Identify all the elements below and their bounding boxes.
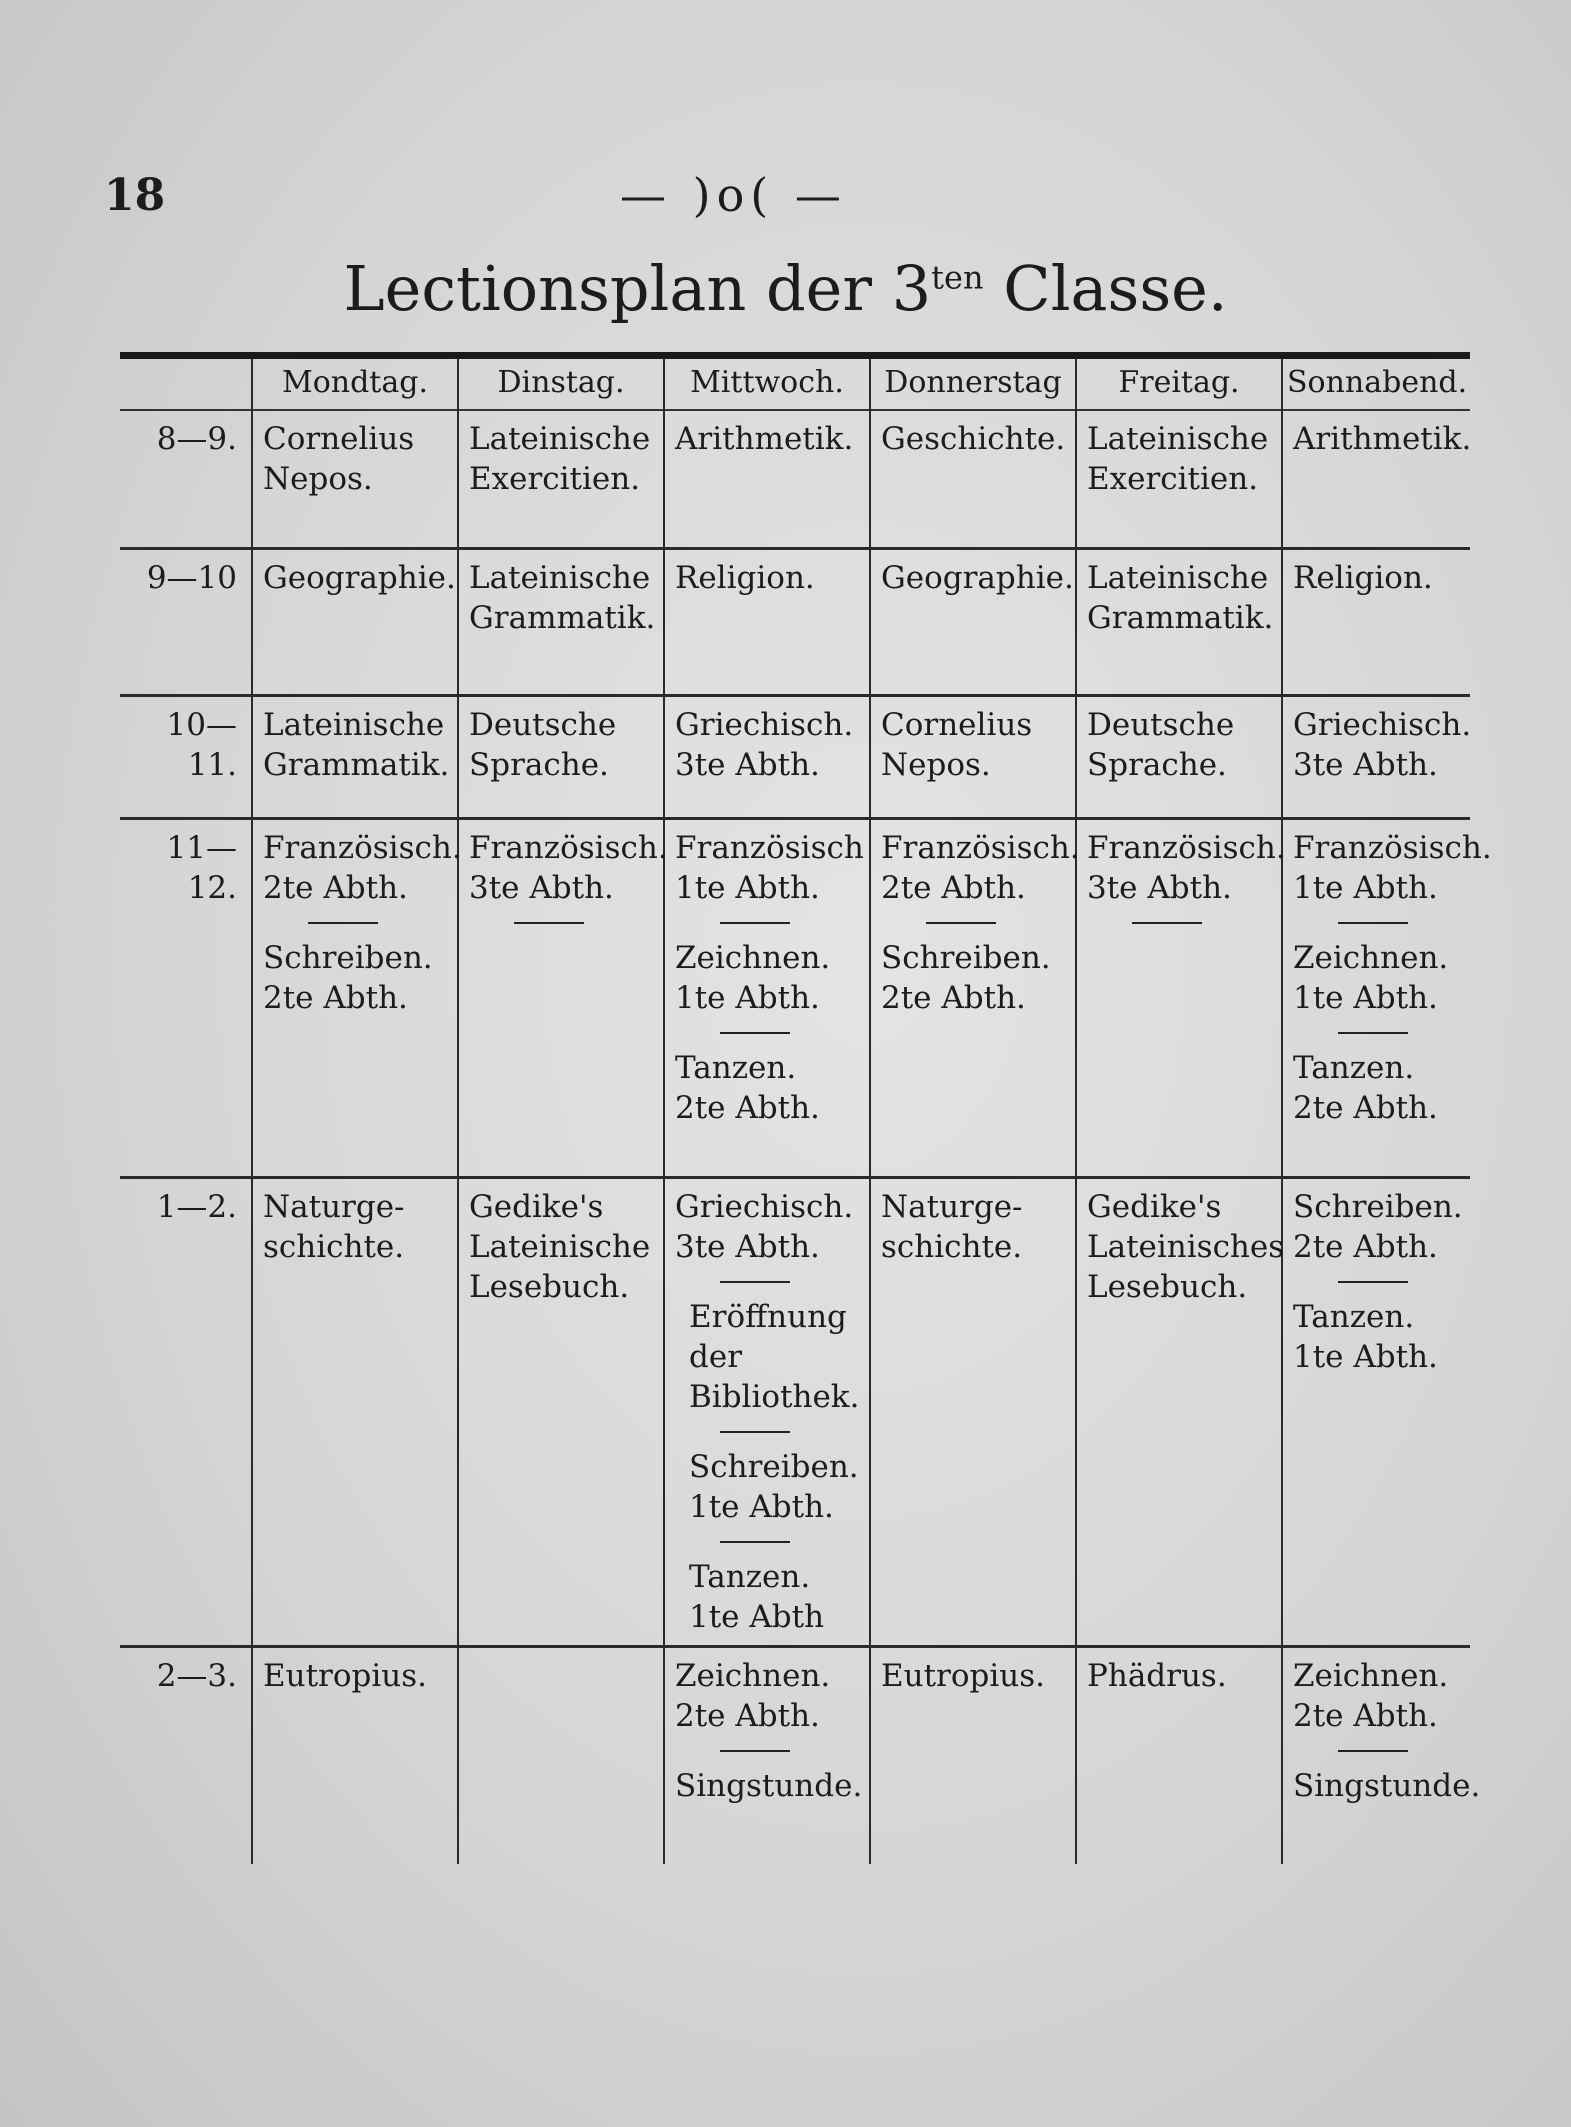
lesson-cell-friday	[1076, 549, 1282, 696]
lesson-cell-wednesday	[664, 410, 870, 549]
day-header-wednesday: Mittwoch.	[664, 356, 870, 411]
lesson-entry: Tanzen. 1te Abth	[689, 1559, 825, 1635]
table-row	[120, 1178, 1470, 1647]
lesson-entry: Lateinische Exercitien.	[469, 421, 651, 497]
lesson-entry: Zeichnen. 2te Abth.	[675, 1658, 831, 1734]
header-row	[120, 356, 1470, 411]
lesson-entry: Deutsche Sprache.	[469, 707, 617, 783]
lesson-cell-monday	[252, 1647, 458, 1865]
lesson-cell-wednesday	[664, 819, 870, 1178]
entry-separator	[720, 1750, 790, 1752]
lesson-entry: Schreiben. 1te Abth.	[689, 1449, 859, 1525]
entry-separator	[514, 922, 584, 924]
lesson-entry: Eutropius.	[263, 1658, 428, 1694]
entry-separator	[1338, 1032, 1408, 1034]
entry-separator	[720, 1281, 790, 1283]
lesson-entry: Griechisch. 3te Abth.	[1293, 707, 1472, 783]
lesson-cell-friday	[1076, 819, 1286, 1178]
lesson-entry: Geographie.	[263, 560, 456, 596]
lesson-entry: Zeichnen. 1te Abth.	[1293, 940, 1449, 1016]
day-header-saturday: Sonnabend.	[1282, 356, 1470, 411]
lesson-cell-wednesday	[664, 1647, 870, 1865]
lesson-entry: Tanzen. 2te Abth.	[675, 1050, 820, 1126]
time-slot: 8—9.	[156, 421, 237, 457]
lesson-entry: Französisch. 3te Abth.	[469, 830, 668, 906]
lesson-cell-tuesday	[458, 1647, 664, 1865]
entry-separator	[308, 922, 378, 924]
lesson-cell-thursday	[870, 410, 1076, 549]
lesson-cell-tuesday	[458, 819, 668, 1178]
lesson-entry: Lateinische Grammatik.	[1087, 560, 1274, 636]
lesson-entry: Griechisch. 3te Abth.	[675, 1189, 854, 1265]
lesson-cell-saturday	[1282, 549, 1470, 696]
lesson-cell-monday	[252, 696, 458, 819]
lesson-entry: Phädrus.	[1087, 1658, 1227, 1694]
entry-separator	[720, 1032, 790, 1034]
lesson-entry: Tanzen. 2te Abth.	[1293, 1050, 1438, 1126]
lesson-entry: Singstunde.	[675, 1768, 863, 1804]
lesson-entry: Lateinische Grammatik.	[263, 707, 450, 783]
lesson-entry: Religion.	[1293, 560, 1433, 596]
entry-separator	[926, 922, 996, 924]
lesson-cell-saturday	[1282, 1647, 1481, 1865]
lesson-cell-tuesday	[458, 696, 664, 819]
time-slot: 11—12.	[166, 830, 237, 906]
lesson-entry: Französisch 1te Abth.	[675, 830, 864, 906]
lesson-cell-friday	[1076, 1178, 1285, 1647]
lesson-entry: Französisch. 1te Abth.	[1293, 830, 1492, 906]
lesson-entry: Singstunde.	[1293, 1768, 1481, 1804]
lesson-entry: Religion.	[675, 560, 815, 596]
lesson-entry: Tanzen. 1te Abth.	[1293, 1299, 1438, 1375]
lesson-entry: Cornelius Nepos.	[881, 707, 1033, 783]
lesson-entry: Schreiben. 2te Abth.	[1293, 1189, 1463, 1265]
lesson-cell-tuesday	[458, 549, 664, 696]
entry-separator	[1338, 1750, 1408, 1752]
entry-separator	[1338, 1281, 1408, 1283]
lesson-entry: Gedike's Lateinisches Lesebuch.	[1087, 1189, 1285, 1305]
title-sup: ten	[931, 258, 984, 297]
title-tail: Classe.	[983, 252, 1228, 325]
lesson-entry: Französisch. 2te Abth.	[881, 830, 1080, 906]
page-ornament: — )o( —	[620, 168, 847, 222]
lesson-entry: Eutropius.	[881, 1658, 1046, 1694]
lesson-entry: Geographie.	[881, 560, 1074, 596]
lesson-cell-wednesday	[664, 1178, 870, 1647]
lesson-entry: Naturge- schichte.	[881, 1189, 1023, 1265]
lesson-entry: Französisch. 2te Abth.	[263, 830, 462, 906]
lesson-cell-saturday	[1282, 696, 1470, 819]
entry-separator	[1338, 922, 1408, 924]
lesson-entry: Eröffnung der Bibliothek.	[689, 1299, 860, 1415]
lesson-entry: Cornelius Nepos.	[263, 421, 415, 497]
table-row	[120, 819, 1470, 1178]
lesson-cell-tuesday	[458, 1178, 664, 1647]
entry-separator	[720, 1431, 790, 1433]
lesson-cell-thursday	[870, 819, 1080, 1178]
lesson-cell-friday	[1076, 1647, 1282, 1865]
lesson-plan-table	[120, 352, 1492, 1864]
table-row	[120, 696, 1470, 819]
lesson-cell-wednesday	[664, 696, 870, 819]
lesson-entry: Zeichnen. 1te Abth.	[675, 940, 831, 1016]
lesson-cell-monday	[252, 549, 458, 696]
lesson-cell-saturday	[1282, 819, 1492, 1178]
lesson-entry: Naturge- schichte.	[263, 1189, 405, 1265]
day-header-thursday: Donnerstag	[870, 356, 1076, 411]
lesson-cell-thursday	[870, 1647, 1076, 1865]
lesson-entry: Geschichte.	[881, 421, 1066, 457]
time-slot: 2—3.	[156, 1658, 237, 1694]
lesson-cell-monday	[252, 819, 462, 1178]
lesson-cell-friday	[1076, 696, 1282, 819]
lesson-entry: Griechisch. 3te Abth.	[675, 707, 854, 783]
lesson-entry: Lateinische Grammatik.	[469, 560, 656, 636]
lesson-entry: Schreiben. 2te Abth.	[881, 940, 1051, 1016]
day-header-tuesday: Dinstag.	[458, 356, 664, 411]
lesson-cell-thursday	[870, 1178, 1076, 1647]
lesson-entry: Zeichnen. 2te Abth.	[1293, 1658, 1449, 1734]
table-row	[120, 1647, 1470, 1865]
lesson-cell-tuesday	[458, 410, 664, 549]
day-header-monday: Mondtag.	[252, 356, 458, 411]
table-row	[120, 549, 1470, 696]
lesson-entry: Lateinische Exercitien.	[1087, 421, 1269, 497]
lesson-entry: Französisch. 3te Abth.	[1087, 830, 1286, 906]
lesson-entry: Gedike's Lateinische Lesebuch.	[469, 1189, 651, 1305]
time-header	[120, 356, 252, 411]
lesson-cell-wednesday	[664, 549, 870, 696]
lesson-cell-thursday	[870, 549, 1076, 696]
time-slot: 9—10	[146, 560, 237, 596]
lesson-entry: Deutsche Sprache.	[1087, 707, 1235, 783]
lesson-cell-monday	[252, 410, 458, 549]
day-header-friday: Freitag.	[1076, 356, 1282, 411]
lesson-entry: Arithmetik.	[1293, 421, 1472, 457]
page-number: 18	[104, 170, 166, 221]
title-main: Lectionsplan der 3	[343, 252, 932, 325]
lesson-cell-saturday	[1282, 410, 1470, 549]
lesson-cell-monday	[252, 1178, 458, 1647]
table-row	[120, 410, 1470, 549]
entry-separator	[720, 1541, 790, 1543]
lesson-cell-thursday	[870, 696, 1076, 819]
lesson-entry: Schreiben. 2te Abth.	[263, 940, 433, 1016]
page-title	[0, 252, 1571, 325]
time-slot: 1—2.	[156, 1189, 237, 1225]
lesson-cell-friday	[1076, 410, 1282, 549]
time-slot: 10—11.	[166, 707, 237, 783]
entry-separator	[720, 922, 790, 924]
lesson-cell-saturday	[1282, 1178, 1470, 1647]
entry-separator	[1132, 922, 1202, 924]
lesson-entry: Arithmetik.	[675, 421, 854, 457]
